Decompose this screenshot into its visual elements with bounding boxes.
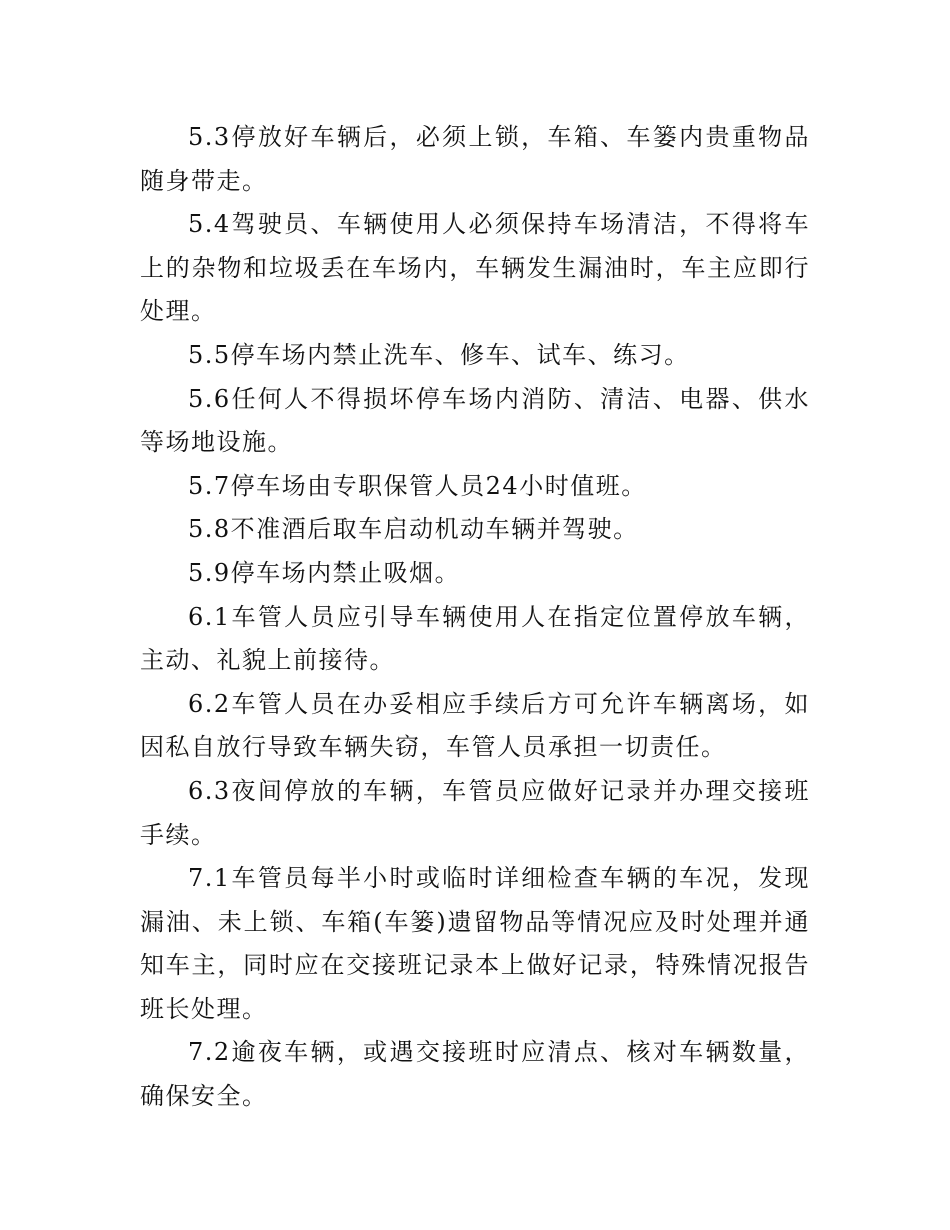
paragraph-6-2: 6.2车管人员在办妥相应手续后方可允许车辆离场，如因私自放行导致车辆失窃，车管人员承担一切责任。	[140, 689, 810, 762]
paragraph-6-3: 6.3夜间停放的车辆，车管员应做好记录并办理交接班手续。	[140, 776, 810, 849]
paragraph-7-2: 7.2逾夜车辆，或遇交接班时应清点、核对车辆数量，确保安全。	[140, 1038, 810, 1111]
paragraph-5-8: 5.8不准酒后取车启动机动车辆并驾驶。	[188, 515, 639, 544]
paragraph-5-5: 5.5停车场内禁止洗车、修车、试车、练习。	[188, 340, 690, 369]
document-body	[140, 116, 810, 1119]
paragraph-5-3: 5.3停放好车辆后，必须上锁，车箱、车篓内贵重物品随身带走。	[140, 123, 810, 195]
paragraph-5-7: 5.7停车场由专职保管人员24小时值班。	[188, 471, 647, 500]
paragraph-5-6: 5.6任何人不得损坏停车场内消防、清洁、电器、供水等场地设施。	[140, 384, 810, 457]
paragraph-7-1: 7.1车管员每半小时或临时详细检查车辆的车况，发现漏油、未上锁、车箱(车篓)遗留物品等情况应及时处理并通知车主，同时应在交接班记录本上做好记录，特殊情况报告班长处理。	[140, 864, 810, 1023]
paragraph-5-9: 5.9停车场内禁止吸烟。	[188, 558, 461, 587]
paragraph-5-4: 5.4驾驶员、车辆使用人必须保持车场清洁，不得将车上的杂物和垃圾丢在车场内，车辆发生漏油时，车主应即行处理。	[140, 210, 810, 326]
paragraph-6-1: 6.1车管人员应引导车辆使用人在指定位置停放车辆，主动、礼貌上前接待。	[140, 602, 810, 675]
